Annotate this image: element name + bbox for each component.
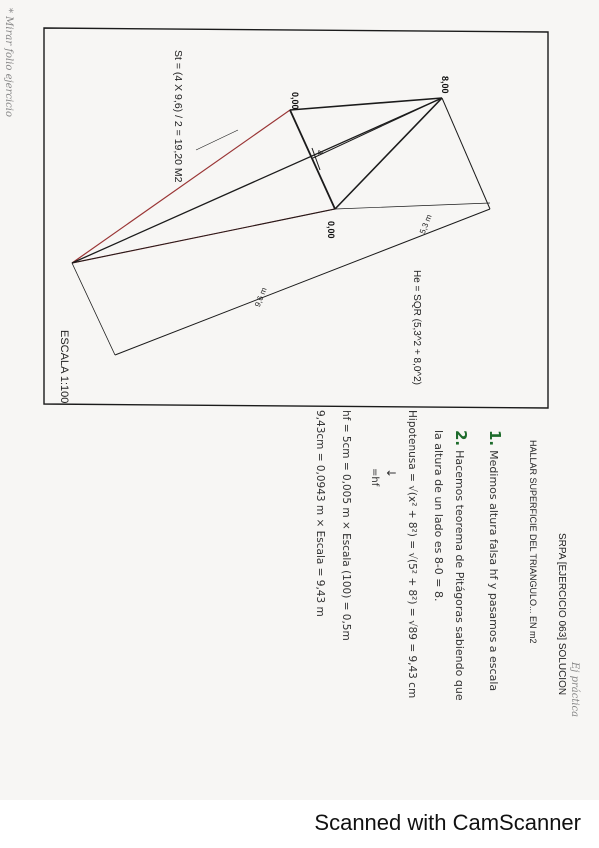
hypotenuse-calc — [406, 410, 418, 698]
calc-line-1: hf = 5cm = 0,005 m × Escala (100) = 0,5m — [340, 410, 352, 641]
margin-note-left: * Mirar folio ejercicio — [3, 8, 14, 117]
area-arrow — [196, 130, 238, 150]
hypotenuse-label: He = SQR (5,3^2 + 8,0^2) — [411, 270, 422, 385]
height-label-0-top: 0,00 — [290, 92, 300, 110]
hf-mark: =hf — [369, 468, 380, 487]
step-1 — [486, 430, 504, 691]
dim-label-5-3: 5,3 m — [418, 213, 434, 236]
exercise-title: SRPA [EJERCICIO 063] SOLUCION — [556, 533, 567, 696]
camscanner-watermark: Scanned with CamScanner — [314, 810, 581, 835]
dim-9-6-ext — [72, 263, 115, 355]
height-label-8: 8,00 — [440, 76, 450, 94]
area-label: St = (4 X 9,6) / 2 = 19,20 M2 — [172, 50, 184, 183]
step-2 — [452, 430, 470, 701]
height-mark-4: 4 — [315, 150, 325, 156]
edge-apex-top — [72, 98, 442, 263]
hypotenuse-word: Hipotenusa = — [406, 410, 418, 482]
step-2-number: 2. — [452, 430, 470, 447]
step-2-text: Hacemos teorema de Pitágoras sabiendo que — [453, 450, 466, 701]
exercise-subtitle: HALLAR SUPERFICIE DEL TRIANGULO... EN m2 — [528, 440, 538, 644]
hypotenuse-formula: √(x² + 8²) = √(5² + 8²) = √89 = 9,43 cm — [406, 485, 418, 699]
dim-label-9-6: 9,6 m — [253, 286, 269, 309]
hf-arrow: ↓ — [384, 468, 398, 479]
margin-note-right: Ej práctica — [569, 662, 580, 718]
step-1-number: 1. — [486, 430, 504, 447]
scale-label: ESCALA 1:100 — [58, 330, 70, 404]
red-triangle — [72, 110, 335, 263]
edge-base — [290, 110, 335, 209]
drawing-frame — [44, 28, 548, 408]
dim-5-3-ext — [335, 203, 490, 209]
dim-9-6 — [115, 209, 490, 355]
step-1-text: Medimos altura falsa hf y pasamos a escala — [487, 450, 500, 692]
calc-line-2: 9,43cm = 0,0943 m × Escala = 9,43 m — [314, 410, 326, 617]
step-2-continuation: la altura de un lado es 8-0 = 8. — [432, 430, 445, 602]
dim-5-3 — [442, 98, 490, 209]
scanner-footer — [0, 800, 599, 848]
edge-bottom-to-8 — [335, 98, 442, 209]
height-label-0-bottom: 0,00 — [326, 221, 336, 239]
